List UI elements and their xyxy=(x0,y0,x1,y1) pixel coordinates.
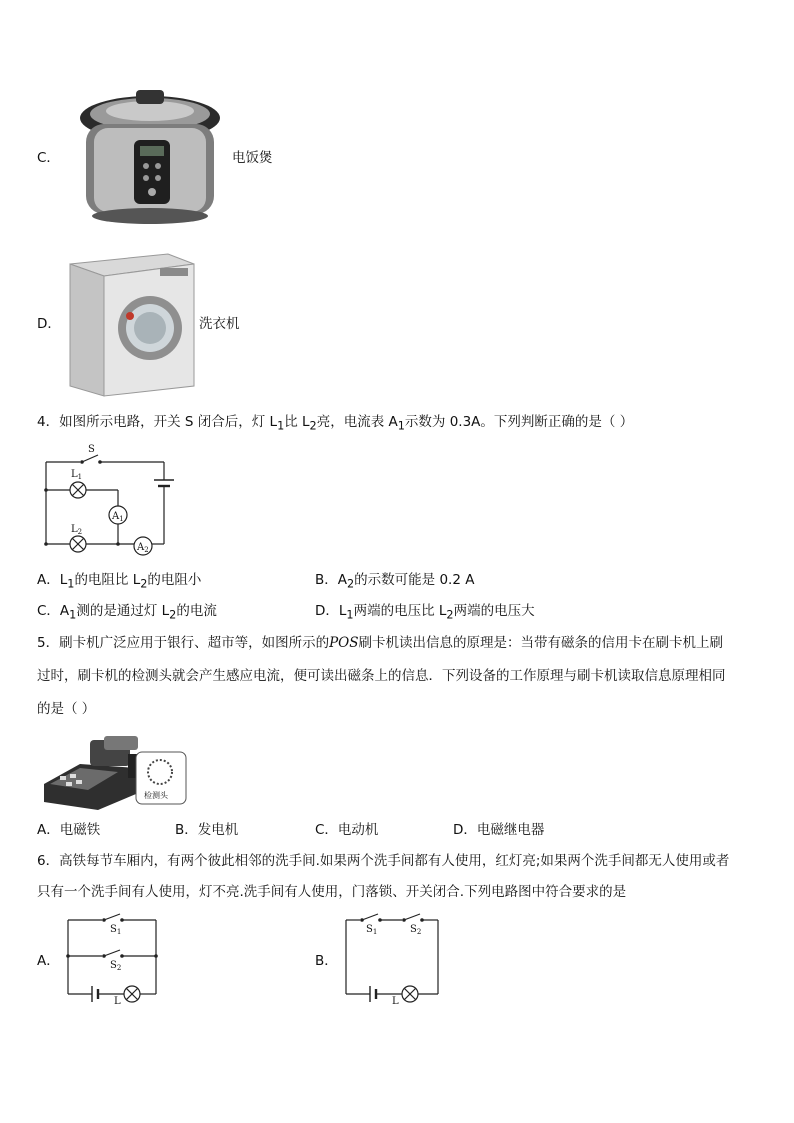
q6-circuit-b xyxy=(340,914,450,1010)
question-4-stem: 4．如图所示电路，开关 S 闭合后，灯 $L_1$比 $L_2$亮，电流表 $A_1$示数为 0.3A。下列判断正确的是（ ） xyxy=(37,414,634,433)
svg-text:S1: $S_1$ xyxy=(366,924,378,936)
washing-machine-image xyxy=(64,250,198,400)
q6-circuit-a xyxy=(62,914,182,1010)
svg-text:L2: $L_2$ xyxy=(71,524,83,536)
q6-option-a-letter: A． xyxy=(37,953,60,969)
q5-option-b: B．发电机 xyxy=(175,822,239,838)
svg-text:L1: $L_1$ xyxy=(71,469,83,481)
svg-text:S2: $S_2$ xyxy=(110,960,122,972)
svg-text:A1: $A_1$ xyxy=(112,511,124,523)
question-4-circuit-diagram xyxy=(38,444,178,562)
question-5-line-3: 的是（ ） xyxy=(37,701,96,717)
svg-text:L: L xyxy=(392,996,399,1007)
option-c-label: 电饭煲 xyxy=(232,150,273,166)
option-c-letter: C． xyxy=(37,150,60,166)
svg-text:A2: $A_2$ xyxy=(137,542,149,554)
question-5-line-2: 过时，刷卡机的检测头就会产生感应电流，便可读出磁条上的信息．下列设备的工作原理与刷卡机读取信息原理相同 xyxy=(37,668,726,684)
q4-option-a: A．$L_1$的电阻比 $L_2$的电阻小 xyxy=(37,572,202,591)
q4-option-b: B．$A_2$的示数可能是 0.2 A xyxy=(315,572,475,591)
option-d-letter: D． xyxy=(37,316,61,332)
detector-label: 检测头 xyxy=(144,791,168,800)
question-6-line-1: 6．高铁每节车厢内，有两个彼此相邻的洗手间.如果两个洗手间都有人使用，红灯亮;如果两个洗手间都无人使用或者 xyxy=(37,853,730,869)
q5-option-d: D．电磁继电器 xyxy=(453,822,545,838)
q4-option-d: D．$L_1$两端的电压比 $L_2$两端的电压大 xyxy=(315,603,535,622)
switch-label: S xyxy=(88,444,95,455)
question-6-line-2: 只有一个洗手间有人使用，灯不亮.洗手间有人使用，门落锁、开关闭合.下列电路图中符合要求的是 xyxy=(37,884,627,900)
svg-text:S1: $S_1$ xyxy=(110,924,122,936)
q5-option-c: C．电动机 xyxy=(315,822,379,838)
svg-text:S2: $S_2$ xyxy=(410,924,422,936)
q4-option-c: C．$A_1$测的是通过灯 $L_2$的电流 xyxy=(37,603,217,622)
svg-text:L: L xyxy=(114,996,121,1007)
option-d-label: 洗衣机 xyxy=(199,316,240,332)
q6-option-b-letter: B． xyxy=(315,953,338,969)
rice-cooker-image xyxy=(76,84,224,232)
q5-option-a: A．电磁铁 xyxy=(37,822,101,838)
pos-machine-image xyxy=(40,736,190,812)
question-5-line-1: 5．刷卡机广泛应用于银行、超市等，如图所示的POS刷卡机读出信息的原理是：当带有磁条的信用卡在刷卡机上刷 xyxy=(37,635,723,651)
